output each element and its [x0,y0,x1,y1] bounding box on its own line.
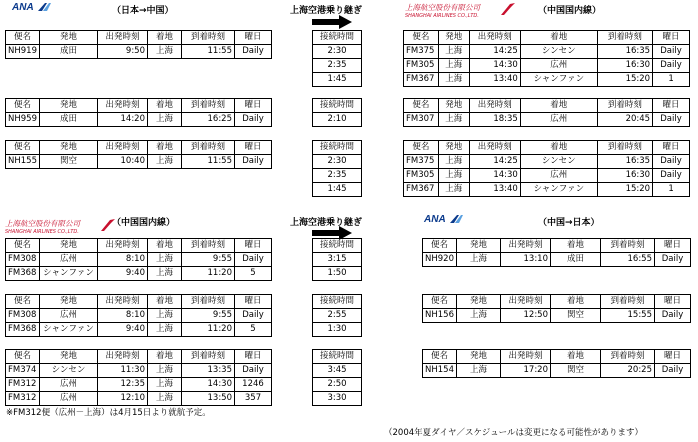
table-row [404,155,690,169]
table-conn-3 [312,140,362,197]
ana-wing-icon [448,214,466,224]
cell-arrive: 15:20 [597,73,652,87]
col-days: 曜日 [655,350,691,364]
col-connection: 接続時間 [313,141,362,155]
table-row [404,183,690,197]
table-dom1-3 [403,140,690,197]
table-row [423,364,691,378]
col-flight: 便名 [404,99,439,113]
col-days: 曜日 [655,239,691,253]
cell-dest: 上海 [148,309,182,323]
cell-origin: シンセン [40,364,98,378]
table-jp-cn-1 [5,30,272,59]
ana-wing-icon [36,2,54,12]
cell-origin: 広州 [40,392,98,406]
col-depart: 出発時刻 [98,350,148,364]
cell-flight: FM367 [404,73,439,87]
col-depart: 出発時刻 [98,31,148,45]
cell-origin: 上海 [438,183,469,197]
cell-flight: FM374 [6,364,40,378]
cell-depart: 12:50 [501,309,551,323]
cell-flight: FM307 [404,113,439,127]
col-flight: 便名 [423,295,457,309]
cell-days: Daily [235,113,272,127]
sh-logo-cn: 上海航空股份有限公司 [5,219,80,228]
col-origin: 発地 [40,99,98,113]
sh-logo-cn: 上海航空股份有限公司 [405,3,480,12]
col-flight: 便名 [6,239,40,253]
table-row [6,309,272,323]
cell-connection: 2:10 [313,113,362,127]
cell-depart: 14:25 [469,45,520,59]
cell-days: Daily [653,155,690,169]
cell-arrive: 9:55 [182,253,235,267]
col-flight: 便名 [404,141,439,155]
cell-origin: 上海 [457,364,501,378]
cell-days: Daily [235,253,272,267]
table-dom1-1 [403,30,690,87]
col-origin: 発地 [40,350,98,364]
cell-dest: 広州 [520,169,597,183]
col-origin: 発地 [40,141,98,155]
cell-depart: 9:40 [98,267,148,281]
table-conn-4 [312,238,362,281]
cell-days: Daily [655,253,691,267]
cell-connection: 1:30 [313,323,362,337]
col-depart: 出発時刻 [98,99,148,113]
cell-dest: シャンファン [520,73,597,87]
table-row [6,378,272,392]
cell-dest: 関空 [551,309,601,323]
col-connection: 接続時間 [313,239,362,253]
cell-arrive: 11:55 [182,45,235,59]
cell-flight: FM368 [6,267,40,281]
cell-arrive: 11:20 [182,267,235,281]
col-dest: 着地 [551,350,601,364]
col-origin: 発地 [457,239,501,253]
cell-depart: 9:50 [98,45,148,59]
col-dest: 着地 [148,295,182,309]
cell-dest: 上海 [148,267,182,281]
cell-days: Daily [235,309,272,323]
cell-depart: 17:20 [501,364,551,378]
cell-depart: 8:10 [98,253,148,267]
cell-connection: 2:30 [313,155,362,169]
cell-depart: 13:40 [469,183,520,197]
cell-arrive: 16:35 [597,45,652,59]
col-arrive: 到着時刻 [597,31,652,45]
col-days: 曜日 [235,239,272,253]
cell-arrive: 16:25 [182,113,235,127]
cell-flight: NH919 [6,45,40,59]
table-dom2-2 [5,294,272,337]
cell-origin: 上海 [438,45,469,59]
col-days: 曜日 [235,141,272,155]
cell-origin: 上海 [438,59,469,73]
cell-dest: 上海 [148,364,182,378]
cell-origin: 広州 [40,253,98,267]
col-dest: 着地 [551,239,601,253]
cell-arrive: 16:55 [601,253,655,267]
cell-dest: シャンファン [520,183,597,197]
table-row [6,267,272,281]
cell-connection: 3:15 [313,253,362,267]
cell-connection: 3:30 [313,392,362,406]
cell-depart: 18:35 [469,113,520,127]
col-arrive: 到着時刻 [182,239,235,253]
cell-dest: 上海 [148,323,182,337]
cell-days: 1246 [235,378,272,392]
col-flight: 便名 [6,295,40,309]
table-row [6,364,272,378]
cell-days: Daily [653,113,690,127]
cell-arrive: 16:30 [597,169,652,183]
cell-origin: 上海 [438,169,469,183]
cell-origin: 成田 [40,113,98,127]
cell-days: Daily [653,59,690,73]
col-days: 曜日 [653,141,690,155]
table-conn-6 [312,349,362,406]
col-days: 曜日 [235,295,272,309]
footnote: ※FM312便（広州－上海）は4月15日より就航予定。 [6,408,211,418]
table-jp-cn-2 [5,98,272,127]
col-depart: 出発時刻 [501,239,551,253]
col-depart: 出発時刻 [469,99,520,113]
cell-origin: 広州 [40,378,98,392]
cell-origin: 成田 [40,45,98,59]
col-dest: 着地 [148,350,182,364]
cell-connection: 2:50 [313,378,362,392]
cell-depart: 9:40 [98,323,148,337]
cell-origin: 上海 [438,113,469,127]
table-row [404,113,690,127]
cell-depart: 14:25 [469,155,520,169]
col-origin: 発地 [40,31,98,45]
col-arrive: 到着時刻 [182,350,235,364]
cell-arrive: 11:55 [182,155,235,169]
table-row [6,253,272,267]
cell-origin: シャンファン [40,267,98,281]
col-connection: 接続時間 [313,99,362,113]
col-flight: 便名 [6,31,40,45]
col-connection: 接続時間 [313,350,362,364]
cell-flight: NH154 [423,364,457,378]
cell-flight: NH959 [6,113,40,127]
cell-connection: 2:30 [313,45,362,59]
col-connection: 接続時間 [313,31,362,45]
cell-origin: 上海 [438,73,469,87]
col-arrive: 到着時刻 [182,295,235,309]
cell-flight: FM375 [404,45,439,59]
col-origin: 発地 [457,295,501,309]
col-depart: 出発時刻 [469,31,520,45]
table-conn-5 [312,294,362,337]
cell-flight: FM305 [404,169,439,183]
col-dest: 着地 [520,99,597,113]
schedule-disclaimer: （2004年夏ダイヤ／スケジュールは変更になる可能性があります） [384,428,643,438]
cell-arrive: 15:20 [597,183,652,197]
cell-flight: NH920 [423,253,457,267]
cell-dest: 関空 [551,364,601,378]
cell-connection: 2:55 [313,309,362,323]
cell-dest: シンセン [520,45,597,59]
cell-arrive: 16:35 [597,155,652,169]
col-days: 曜日 [235,350,272,364]
cell-origin: 上海 [438,155,469,169]
table-row [6,323,272,337]
table-cn-jp-1 [422,238,691,267]
table-jp-cn-3 [5,140,272,169]
sh-logo-en: SHANGHAI AIRLINES CO.,LTD. [405,13,479,19]
col-arrive: 到着時刻 [601,239,655,253]
col-arrive: 到着時刻 [597,141,652,155]
col-arrive: 到着時刻 [182,99,235,113]
col-depart: 出発時刻 [501,295,551,309]
col-arrive: 到着時刻 [601,295,655,309]
col-flight: 便名 [6,99,40,113]
col-dest: 着地 [520,141,597,155]
section-china-to-japan: （中国→日本） [538,218,600,228]
cell-origin: 上海 [457,253,501,267]
col-depart: 出発時刻 [98,239,148,253]
cell-dest: 上海 [148,113,182,127]
cell-connection: 1:45 [313,73,362,87]
col-dest: 着地 [551,295,601,309]
table-cn-jp-3 [422,349,691,378]
cell-days: Daily [653,45,690,59]
cell-depart: 11:30 [98,364,148,378]
col-days: 曜日 [655,295,691,309]
table-dom2-1 [5,238,272,281]
cell-dest: 上海 [148,45,182,59]
table-row [6,113,272,127]
cell-dest: 上海 [148,378,182,392]
table-cn-jp-2 [422,294,691,323]
cell-arrive: 20:25 [601,364,655,378]
col-dest: 着地 [520,31,597,45]
col-depart: 出発時刻 [98,141,148,155]
cell-depart: 14:20 [98,113,148,127]
cell-flight: FM368 [6,323,40,337]
cell-depart: 10:40 [98,155,148,169]
cell-flight: FM308 [6,253,40,267]
cell-origin: 広州 [40,309,98,323]
cell-arrive: 13:35 [182,364,235,378]
table-row [404,45,690,59]
cell-arrive: 14:30 [182,378,235,392]
ana-logo [12,2,54,13]
table-row [6,155,272,169]
col-days: 曜日 [653,31,690,45]
col-dest: 着地 [148,99,182,113]
cell-flight: FM312 [6,378,40,392]
cell-days: Daily [235,155,272,169]
cell-flight: FM375 [404,155,439,169]
ana-logo-text: ANA [424,214,446,225]
table-header [6,31,272,45]
col-days: 曜日 [235,99,272,113]
section-domestic-1: （中国国内線） [538,6,602,16]
transfer-heading-1: 上海空港乗り継ぎ [290,6,363,16]
cell-days: Daily [235,45,272,59]
table-row [6,392,272,406]
col-flight: 便名 [423,350,457,364]
cell-arrive: 9:55 [182,309,235,323]
table-row [423,253,691,267]
col-flight: 便名 [6,350,40,364]
shanghai-airlines-logo-2 [5,218,80,235]
ana-logo-2 [424,214,466,225]
cell-days: Daily [655,309,691,323]
cell-depart: 13:40 [469,73,520,87]
cell-connection: 1:50 [313,267,362,281]
col-arrive: 到着時刻 [182,141,235,155]
col-dest: 着地 [148,239,182,253]
col-origin: 発地 [438,31,469,45]
col-days: 曜日 [235,31,272,45]
cell-days: Daily [653,169,690,183]
cell-depart: 12:35 [98,378,148,392]
table-row [6,45,272,59]
section-domestic-2: （中国国内線） [112,218,176,228]
cell-days: 357 [235,392,272,406]
cell-origin: シャンファン [40,323,98,337]
crane-icon [500,2,516,16]
col-origin: 発地 [40,295,98,309]
col-origin: 発地 [438,141,469,155]
cell-depart: 12:10 [98,392,148,406]
cell-depart: 14:30 [469,169,520,183]
cell-dest: 上海 [148,392,182,406]
ana-logo-text: ANA [12,2,34,13]
table-row [404,59,690,73]
table-dom1-2 [403,98,690,127]
cell-arrive: 20:45 [597,113,652,127]
cell-dest: 成田 [551,253,601,267]
cell-days: Daily [655,364,691,378]
transfer-heading-2: 上海空港乗り継ぎ [290,218,363,228]
cell-origin: 関空 [40,155,98,169]
cell-flight: NH156 [423,309,457,323]
cell-origin: 上海 [457,309,501,323]
cell-arrive: 15:55 [601,309,655,323]
col-origin: 発地 [457,350,501,364]
table-row [404,73,690,87]
cell-arrive: 11:20 [182,323,235,337]
cell-connection: 2:35 [313,59,362,73]
col-dest: 着地 [148,141,182,155]
col-depart: 出発時刻 [98,295,148,309]
cell-depart: 8:10 [98,309,148,323]
col-arrive: 到着時刻 [182,31,235,45]
cell-days: Daily [235,364,272,378]
sh-logo-en: SHANGHAI AIRLINES CO.,LTD. [5,229,79,235]
table-row [423,309,691,323]
cell-depart: 13:10 [501,253,551,267]
shanghai-airlines-logo [405,2,480,19]
col-arrive: 到着時刻 [597,99,652,113]
right-arrow-icon [312,15,352,29]
cell-dest: 上海 [148,155,182,169]
col-arrive: 到着時刻 [601,350,655,364]
table-conn-1 [312,30,362,87]
table-row [404,169,690,183]
cell-dest: シンセン [520,155,597,169]
col-flight: 便名 [404,31,439,45]
table-dom2-3 [5,349,272,406]
cell-dest: 上海 [148,253,182,267]
col-days: 曜日 [653,99,690,113]
col-depart: 出発時刻 [469,141,520,155]
col-flight: 便名 [6,141,40,155]
cell-days: 1 [653,73,690,87]
cell-dest: 広州 [520,59,597,73]
cell-dest: 広州 [520,113,597,127]
cell-connection: 2:35 [313,169,362,183]
cell-flight: FM305 [404,59,439,73]
cell-flight: FM367 [404,183,439,197]
col-origin: 発地 [438,99,469,113]
cell-connection: 1:45 [313,183,362,197]
col-dest: 着地 [148,31,182,45]
col-origin: 発地 [40,239,98,253]
table-conn-2 [312,98,362,127]
cell-flight: FM308 [6,309,40,323]
cell-flight: FM312 [6,392,40,406]
section-japan-to-china: （日本→中国） [112,6,174,16]
cell-days: 1 [653,183,690,197]
cell-days: 5 [235,267,272,281]
cell-arrive: 13:50 [182,392,235,406]
cell-arrive: 16:30 [597,59,652,73]
cell-depart: 14:30 [469,59,520,73]
cell-connection: 3:45 [313,364,362,378]
cell-flight: NH155 [6,155,40,169]
col-depart: 出発時刻 [501,350,551,364]
col-flight: 便名 [423,239,457,253]
cell-days: 5 [235,323,272,337]
col-connection: 接続時間 [313,295,362,309]
